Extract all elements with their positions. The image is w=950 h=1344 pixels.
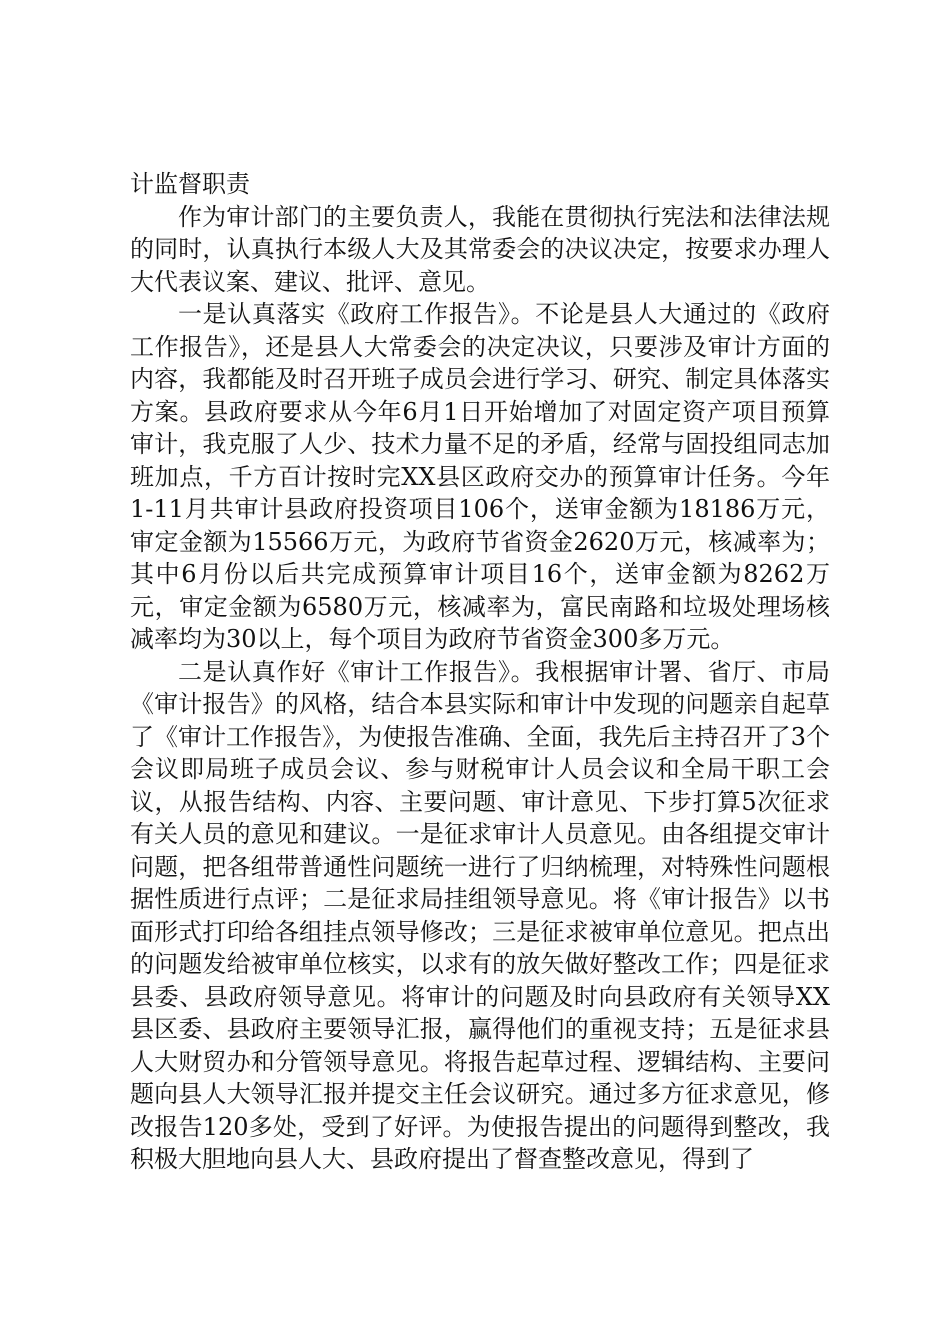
- section-heading-fragment: 计监督职责: [130, 170, 250, 198]
- paragraph-intro: 作为审计部门的主要负责人，我能在贯彻执行宪法和法律法规的同时，认真执行本级人大及其常委会的决议决定，按要求办理人大代表议案、建议、批评、意见。: [130, 202, 830, 296]
- paragraph-government-report: 一是认真落实《政府工作报告》。不论是县人大通过的《政府工作报告》，还是县人大常委会的决定决议，只要涉及审计方面的内容，我都能及时召开班子成员会进行学习、研究、制定具体落实方案。县政府要求从今年6月1日开始增加了对固定资产项目预算审计，我克服了人少、技术力量不足的矛盾，经常与固投组同志加班加点，千方百计按时完XX县区政府交办的预算审计任务。今年1-11月共审计县政府投资项目106个，送审金额为18186万元，审定金额为15566万元，为政府节省资金2620万元，核减率为；其中6月份以后共完成预算审计项目16个，送审金额为8262万元，审定金额为6580万元，核减率为，富民南路和垃圾处理场核减率均为30以上，每个项目为政府节省资金300多万元。: [130, 300, 830, 653]
- document-body: [130, 168, 830, 1176]
- paragraph-audit-report: 二是认真作好《审计工作报告》。我根据审计署、省厅、市局《审计报告》的风格，结合本县实际和审计中发现的问题亲自起草了《审计工作报告》，为使报告准确、全面，我先后主持召开了3个会议即局班子成员会议、参与财税审计人员会议和全局干职工会议，从报告结构、内容、主要问题、审计意见、下步打算5次征求有关人员的意见和建议。一是征求审计人员意见。由各组提交审计问题，把各组带普通性问题统一进行了归纳梳理，对特殊性问题根据性质进行点评；二是征求局挂组领导意见。将《审计报告》以书面形式打印给各组挂点领导修改；三是征求被审单位意见。把点出的问题发给被审单位核实，以求有的放矢做好整改工作；四是征求县委、县政府领导意见。将审计的问题及时向县政府有关领导XX县区委、县政府主要领导汇报，赢得他们的重视支持；五是征求县人大财贸办和分管领导意见。将报告起草过程、逻辑结构、主要问题向县人大领导汇报并提交主任会议研究。通过多方征求意见，修改报告120多处，受到了好评。为使报告提出的问题得到整改，我积极大胆地向县人大、县政府提出了督查整改意见，得到了: [130, 657, 830, 1173]
